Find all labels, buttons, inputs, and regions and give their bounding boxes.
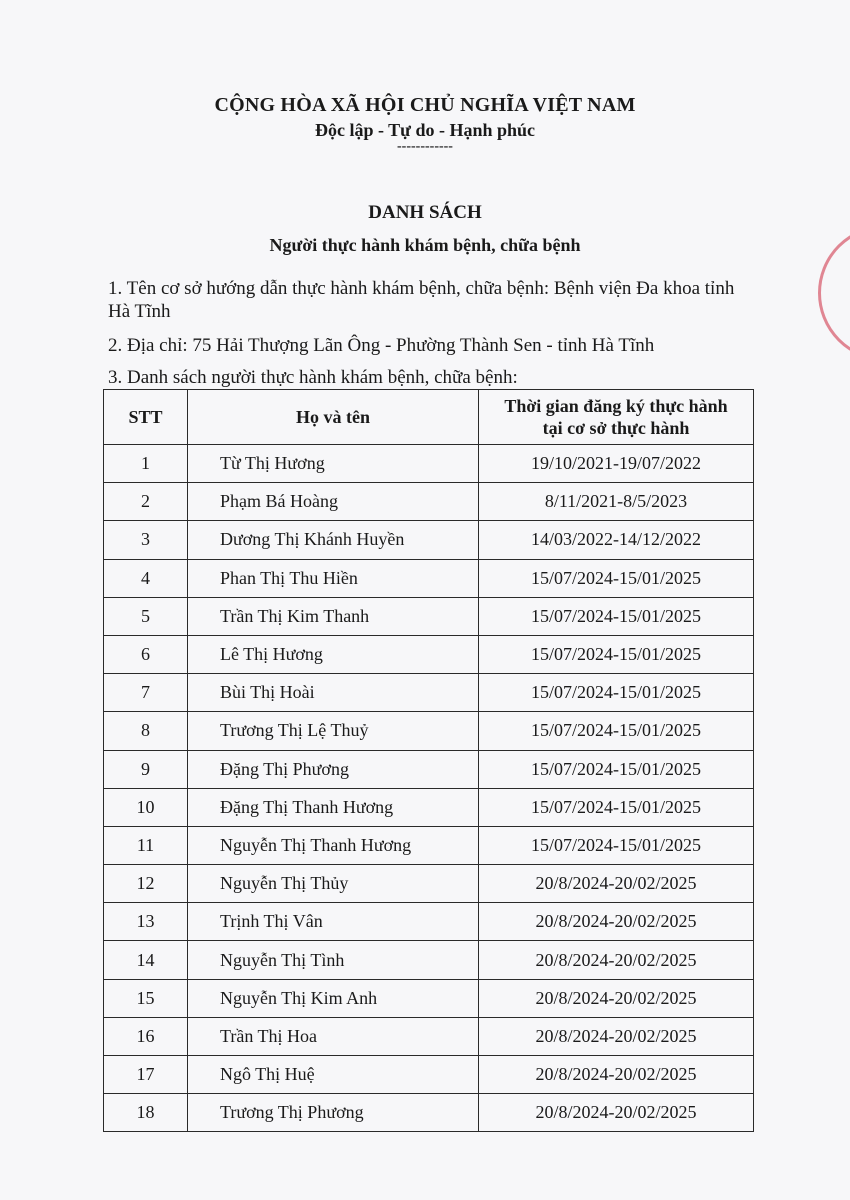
cell-period: 14/03/2022-14/12/2022 — [479, 521, 754, 559]
table-row — [104, 712, 754, 750]
cell-name: Nguyễn Thị Thanh Hương — [188, 826, 479, 864]
cell-name: Đặng Thị Phương — [188, 750, 479, 788]
cell-period: 15/07/2024-15/01/2025 — [479, 750, 754, 788]
nation-heading: CỘNG HÒA XÃ HỘI CHỦ NGHĨA VIỆT NAM — [214, 94, 636, 116]
header-period-line2: tại cơ sở thực hành — [542, 418, 690, 438]
cell-period: 15/07/2024-15/01/2025 — [479, 826, 754, 864]
table-row — [104, 979, 754, 1017]
cell-stt: 9 — [104, 750, 188, 788]
table-row — [104, 941, 754, 979]
document-title: DANH SÁCH — [368, 202, 482, 223]
table-row — [104, 597, 754, 635]
cell-stt: 14 — [104, 941, 188, 979]
table-row — [104, 788, 754, 826]
cell-stt: 7 — [104, 674, 188, 712]
cell-period: 20/8/2024-20/02/2025 — [479, 903, 754, 941]
cell-stt: 3 — [104, 521, 188, 559]
cell-stt: 4 — [104, 559, 188, 597]
cell-name: Trịnh Thị Vân — [188, 903, 479, 941]
cell-period: 20/8/2024-20/02/2025 — [479, 1056, 754, 1094]
national-motto: Độc lập - Tự do - Hạnh phúc — [314, 120, 536, 140]
cell-period: 20/8/2024-20/02/2025 — [479, 1017, 754, 1055]
header-period-line1: Thời gian đăng ký thực hành — [504, 396, 728, 416]
cell-period: 20/8/2024-20/02/2025 — [479, 865, 754, 903]
table-row — [104, 445, 754, 483]
address-line: 2. Địa chỉ: 75 Hải Thượng Lãn Ông - Phường Thành Sen - tỉnh Hà Tĩnh — [108, 335, 655, 356]
cell-name: Nguyễn Thị Tình — [188, 941, 479, 979]
cell-name: Trần Thị Kim Thanh — [188, 597, 479, 635]
title-block — [0, 200, 850, 258]
cell-stt: 6 — [104, 635, 188, 673]
header-name: Họ và tên — [188, 390, 479, 445]
cell-name: Trần Thị Hoa — [188, 1017, 479, 1055]
cell-stt: 18 — [104, 1094, 188, 1132]
header-separator: ------------ — [397, 139, 453, 154]
cell-name: Nguyễn Thị Kim Anh — [188, 979, 479, 1017]
table-row — [104, 635, 754, 673]
cell-stt: 12 — [104, 865, 188, 903]
cell-stt: 1 — [104, 445, 188, 483]
cell-stt: 11 — [104, 826, 188, 864]
cell-period: 15/07/2024-15/01/2025 — [479, 559, 754, 597]
cell-period: 20/8/2024-20/02/2025 — [479, 979, 754, 1017]
cell-stt: 2 — [104, 483, 188, 521]
table-row — [104, 1056, 754, 1094]
table-row — [104, 559, 754, 597]
cell-name: Đặng Thị Thanh Hương — [188, 788, 479, 826]
cell-period: 20/8/2024-20/02/2025 — [479, 941, 754, 979]
table-row — [104, 483, 754, 521]
cell-stt: 8 — [104, 712, 188, 750]
cell-period: 15/07/2024-15/01/2025 — [479, 674, 754, 712]
facility-name-line: 1. Tên cơ sở hướng dẫn thực hành khám bệnh, chữa bệnh: Bệnh viện Đa khoa tỉnh Hà Tĩnh — [108, 278, 735, 322]
cell-stt: 15 — [104, 979, 188, 1017]
cell-stt: 16 — [104, 1017, 188, 1055]
cell-stt: 17 — [104, 1056, 188, 1094]
cell-stt: 10 — [104, 788, 188, 826]
header-period — [479, 390, 754, 445]
cell-name: Trương Thị Phương — [188, 1094, 479, 1132]
cell-name: Ngô Thị Huệ — [188, 1056, 479, 1094]
cell-name: Nguyễn Thị Thủy — [188, 865, 479, 903]
table-row — [104, 826, 754, 864]
document-header — [0, 92, 850, 152]
cell-name: Dương Thị Khánh Huyền — [188, 521, 479, 559]
cell-period: 20/8/2024-20/02/2025 — [479, 1094, 754, 1132]
document-subtitle: Người thực hành khám bệnh, chữa bệnh — [269, 235, 581, 255]
table-row — [104, 750, 754, 788]
cell-period: 8/11/2021-8/5/2023 — [479, 483, 754, 521]
table-row — [104, 521, 754, 559]
table-row — [104, 903, 754, 941]
cell-name: Trương Thị Lệ Thuỷ — [188, 712, 479, 750]
table-row — [104, 674, 754, 712]
table-row — [104, 1017, 754, 1055]
cell-name: Bùi Thị Hoài — [188, 674, 479, 712]
cell-period: 15/07/2024-15/01/2025 — [479, 712, 754, 750]
cell-name: Lê Thị Hương — [188, 635, 479, 673]
cell-period: 15/07/2024-15/01/2025 — [479, 788, 754, 826]
table-body — [104, 445, 754, 1132]
cell-stt: 13 — [104, 903, 188, 941]
table-header-row — [104, 390, 754, 445]
cell-name: Phạm Bá Hoàng — [188, 483, 479, 521]
practitioner-table — [103, 389, 754, 1132]
header-stt: STT — [104, 390, 188, 445]
list-intro-line: 3. Danh sách người thực hành khám bệnh, chữa bệnh: — [108, 367, 518, 388]
table-row — [104, 1094, 754, 1132]
cell-name: Từ Thị Hương — [188, 445, 479, 483]
cell-name: Phan Thị Thu Hiền — [188, 559, 479, 597]
cell-stt: 5 — [104, 597, 188, 635]
cell-period: 15/07/2024-15/01/2025 — [479, 597, 754, 635]
cell-period: 15/07/2024-15/01/2025 — [479, 635, 754, 673]
cell-period: 19/10/2021-19/07/2022 — [479, 445, 754, 483]
table-row — [104, 865, 754, 903]
